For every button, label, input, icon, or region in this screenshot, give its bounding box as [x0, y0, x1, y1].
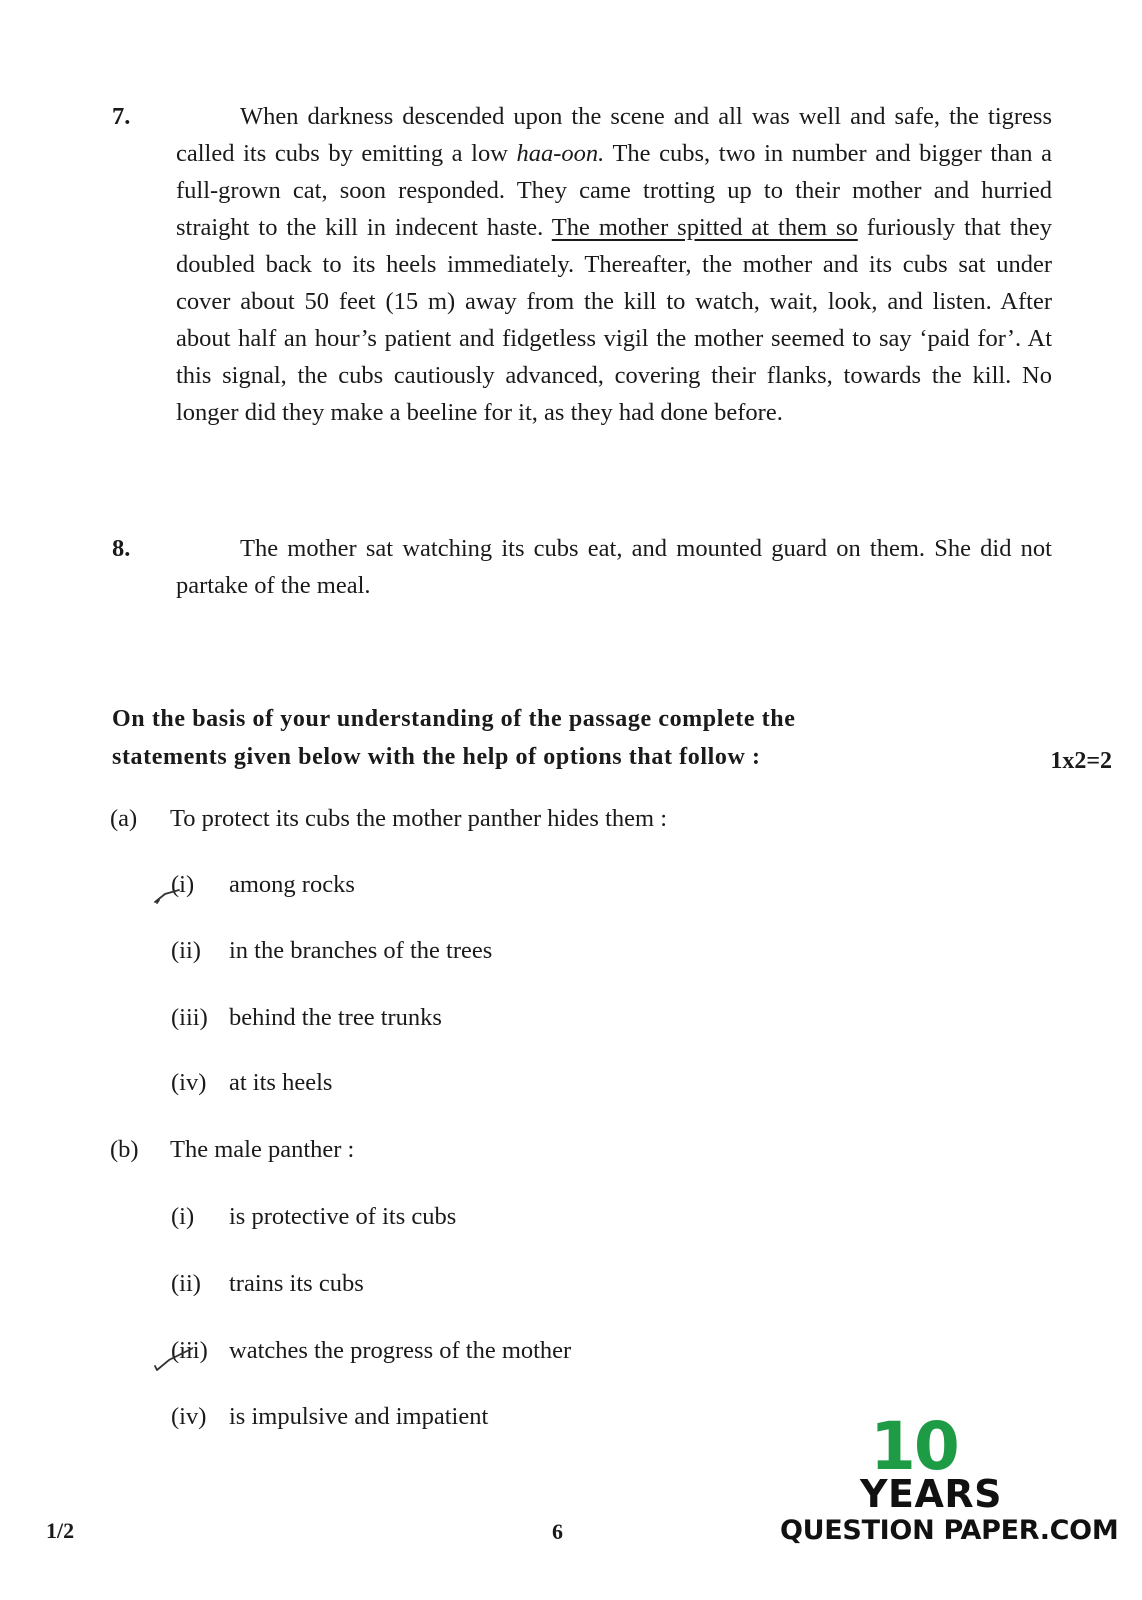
question-instruction — [112, 700, 1112, 776]
passage-paragraph-7 — [112, 98, 1052, 431]
question-text: To protect its cubs the mother panther hides them : — [170, 805, 668, 832]
option-label: (iv) — [171, 1403, 207, 1430]
page-number: 6 — [552, 1519, 563, 1544]
option-text: watches the progress of the mother — [229, 1337, 572, 1364]
logo-number: 10 — [870, 1408, 958, 1485]
option-label: (ii) — [171, 937, 201, 964]
paragraph-text-part: furiously that they doubled back to its heels immediately. Thereafter, the mother and its cubs sat under cover about 50 feet (15 m) away from the kill to watch, wait, look, and listen. After about half an hour’s patient and fidgetless vigil the mother seemed to say ‘paid for’. At this signal, the cubs cautiously advanced, covering their flanks, towards the kill. No longer did they make a beeline for it, as they had done before. — [176, 214, 1052, 426]
option-label: (i) — [171, 1203, 195, 1230]
option-label: (iv) — [171, 1069, 207, 1096]
passage-paragraph-8 — [112, 530, 1052, 604]
option-text: at its heels — [229, 1069, 333, 1096]
option-label: (ii) — [171, 1270, 201, 1297]
option-label: (iii) — [171, 1337, 208, 1364]
paper-code: 1/2 — [46, 1518, 75, 1543]
instruction-line-2-row — [112, 738, 1112, 776]
instruction-line-2: statements given below with the help of options that follow : — [112, 744, 761, 770]
instruction-line-1: On the basis of your understanding of the passage complete the — [112, 706, 796, 732]
paragraph-text-part: When darkness descended upon the scene and all was well and safe, the tigress called its cubs by emitting a low — [176, 103, 1052, 167]
paragraph-number: 8. — [112, 535, 131, 562]
marks-allocation: 1x2=2 — [1050, 748, 1112, 774]
option-label: (iii) — [171, 1004, 208, 1031]
option-text: is impulsive and impatient — [229, 1403, 489, 1430]
option-text: among rocks — [229, 871, 355, 898]
question-label: (a) — [110, 805, 138, 832]
logo-site-name: QUESTION PAPER.COM — [780, 1515, 1119, 1546]
paragraph-number: 7. — [112, 103, 131, 130]
option-text: in the branches of the trees — [229, 937, 493, 964]
underlined-phrase: The mother spitted at them so — [551, 214, 858, 241]
paragraph-text — [176, 98, 1052, 431]
option-text: is protective of its cubs — [229, 1203, 457, 1230]
paragraph-text-part: The cubs, two in number and bigger than a full-grown cat, soon responded. They came trotting up to their mother and hurried straight to the kill in indecent haste. — [176, 140, 1052, 241]
question-label: (b) — [110, 1136, 139, 1163]
italic-word: haa-oon. — [516, 140, 605, 167]
option-text: trains its cubs — [229, 1270, 364, 1297]
logo-years: YEARS — [860, 1472, 1003, 1516]
site-logo — [778, 1408, 1119, 1574]
paragraph-text: The mother sat watching its cubs eat, and mounted guard on them. She did not partake of the meal. — [176, 535, 1052, 599]
question-text: The male panther : — [170, 1136, 355, 1163]
option-text: behind the tree trunks — [229, 1004, 442, 1031]
option-label: (i) — [171, 871, 195, 898]
